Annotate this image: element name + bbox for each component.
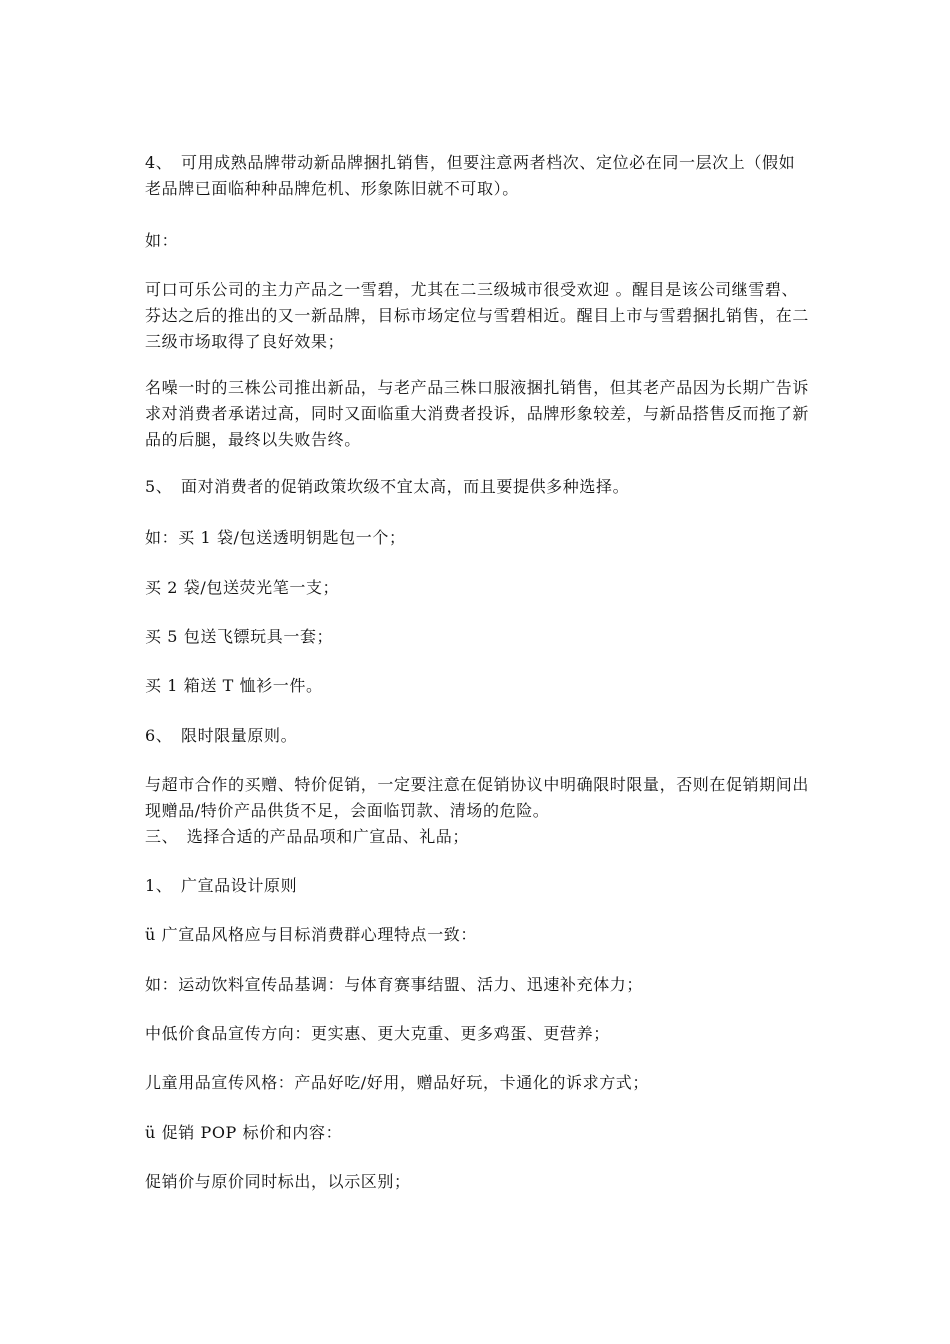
- paragraph-sports-drink: 如：运动饮料宣传品基调：与体育赛事结盟、活力、迅速补充体力；: [145, 975, 644, 994]
- paragraph-style-consistency: ü 广宣品风格应与目标消费群心理特点一致：: [145, 925, 477, 944]
- paragraph-pop-pricing: ü 促销 POP 标价和内容：: [145, 1123, 343, 1142]
- paragraph-buy-5-packs: 买 5 包送飞镖玩具一套；: [145, 627, 334, 646]
- paragraph-item-4: 4、 可用成熟品牌带动新品牌捆扎销售，但要注意两者档次、定位必在同一层次上（假如老品牌已面临种种品牌危机、形象陈旧就不可取）。: [145, 153, 796, 198]
- paragraph-example-label: 如：: [145, 231, 179, 250]
- paragraph-sanzhu-example: 名噪一时的三株公司推出新品，与老产品三株口服液捆扎销售，但其老产品因为长期广告诉求对消费者承诺过高，同时又面临重大消费者投诉，品牌形象较差，与新品搭售反而拖了新品的后腿，最终以失败告终。: [145, 378, 810, 449]
- paragraph-item-1-design: 1、 广宣品设计原则: [145, 876, 298, 895]
- paragraph-supermarket-promo: 与超市合作的买赠、特价促销，一定要注意在促销协议中明确限时限量，否则在促销期间出现赠品/特价产品供货不足，会面临罚款、清场的危险。: [145, 775, 810, 820]
- paragraph-item-6: 6、 限时限量原则。: [145, 726, 298, 745]
- paragraph-buy-2-bags: 买 2 袋/包送荧光笔一支；: [145, 578, 340, 597]
- paragraph-buy-1-bag: 如：买 1 袋/包送透明钥匙包一个；: [145, 528, 406, 547]
- paragraph-promo-price: 促销价与原价同时标出，以示区别；: [145, 1172, 411, 1191]
- paragraph-coca-cola-example: 可口可乐公司的主力产品之一雪碧，尤其在二三级城市很受欢迎 。醒目是该公司继雪碧、芬达之后的推出的又一新品牌，目标市场定位与雪碧相近。醒目上市与雪碧捆扎销售，在二三级市场取得了良好效果；: [145, 280, 810, 351]
- paragraph-item-5: 5、 面对消费者的促销政策坎级不宜太高，而且要提供多种选择。: [145, 477, 630, 496]
- paragraph-section-3: 三、 选择合适的产品品项和广宣品、礼品；: [145, 827, 470, 846]
- paragraph-children-products: 儿童用品宣传风格：产品好吃/好用，赠品好玩，卡通化的诉求方式；: [145, 1073, 649, 1092]
- paragraph-buy-1-box: 买 1 箱送 T 恤衫一件。: [145, 676, 323, 695]
- paragraph-mid-low-food: 中低价食品宣传方向：更实惠、更大克重、更多鸡蛋、更营养；: [145, 1024, 610, 1043]
